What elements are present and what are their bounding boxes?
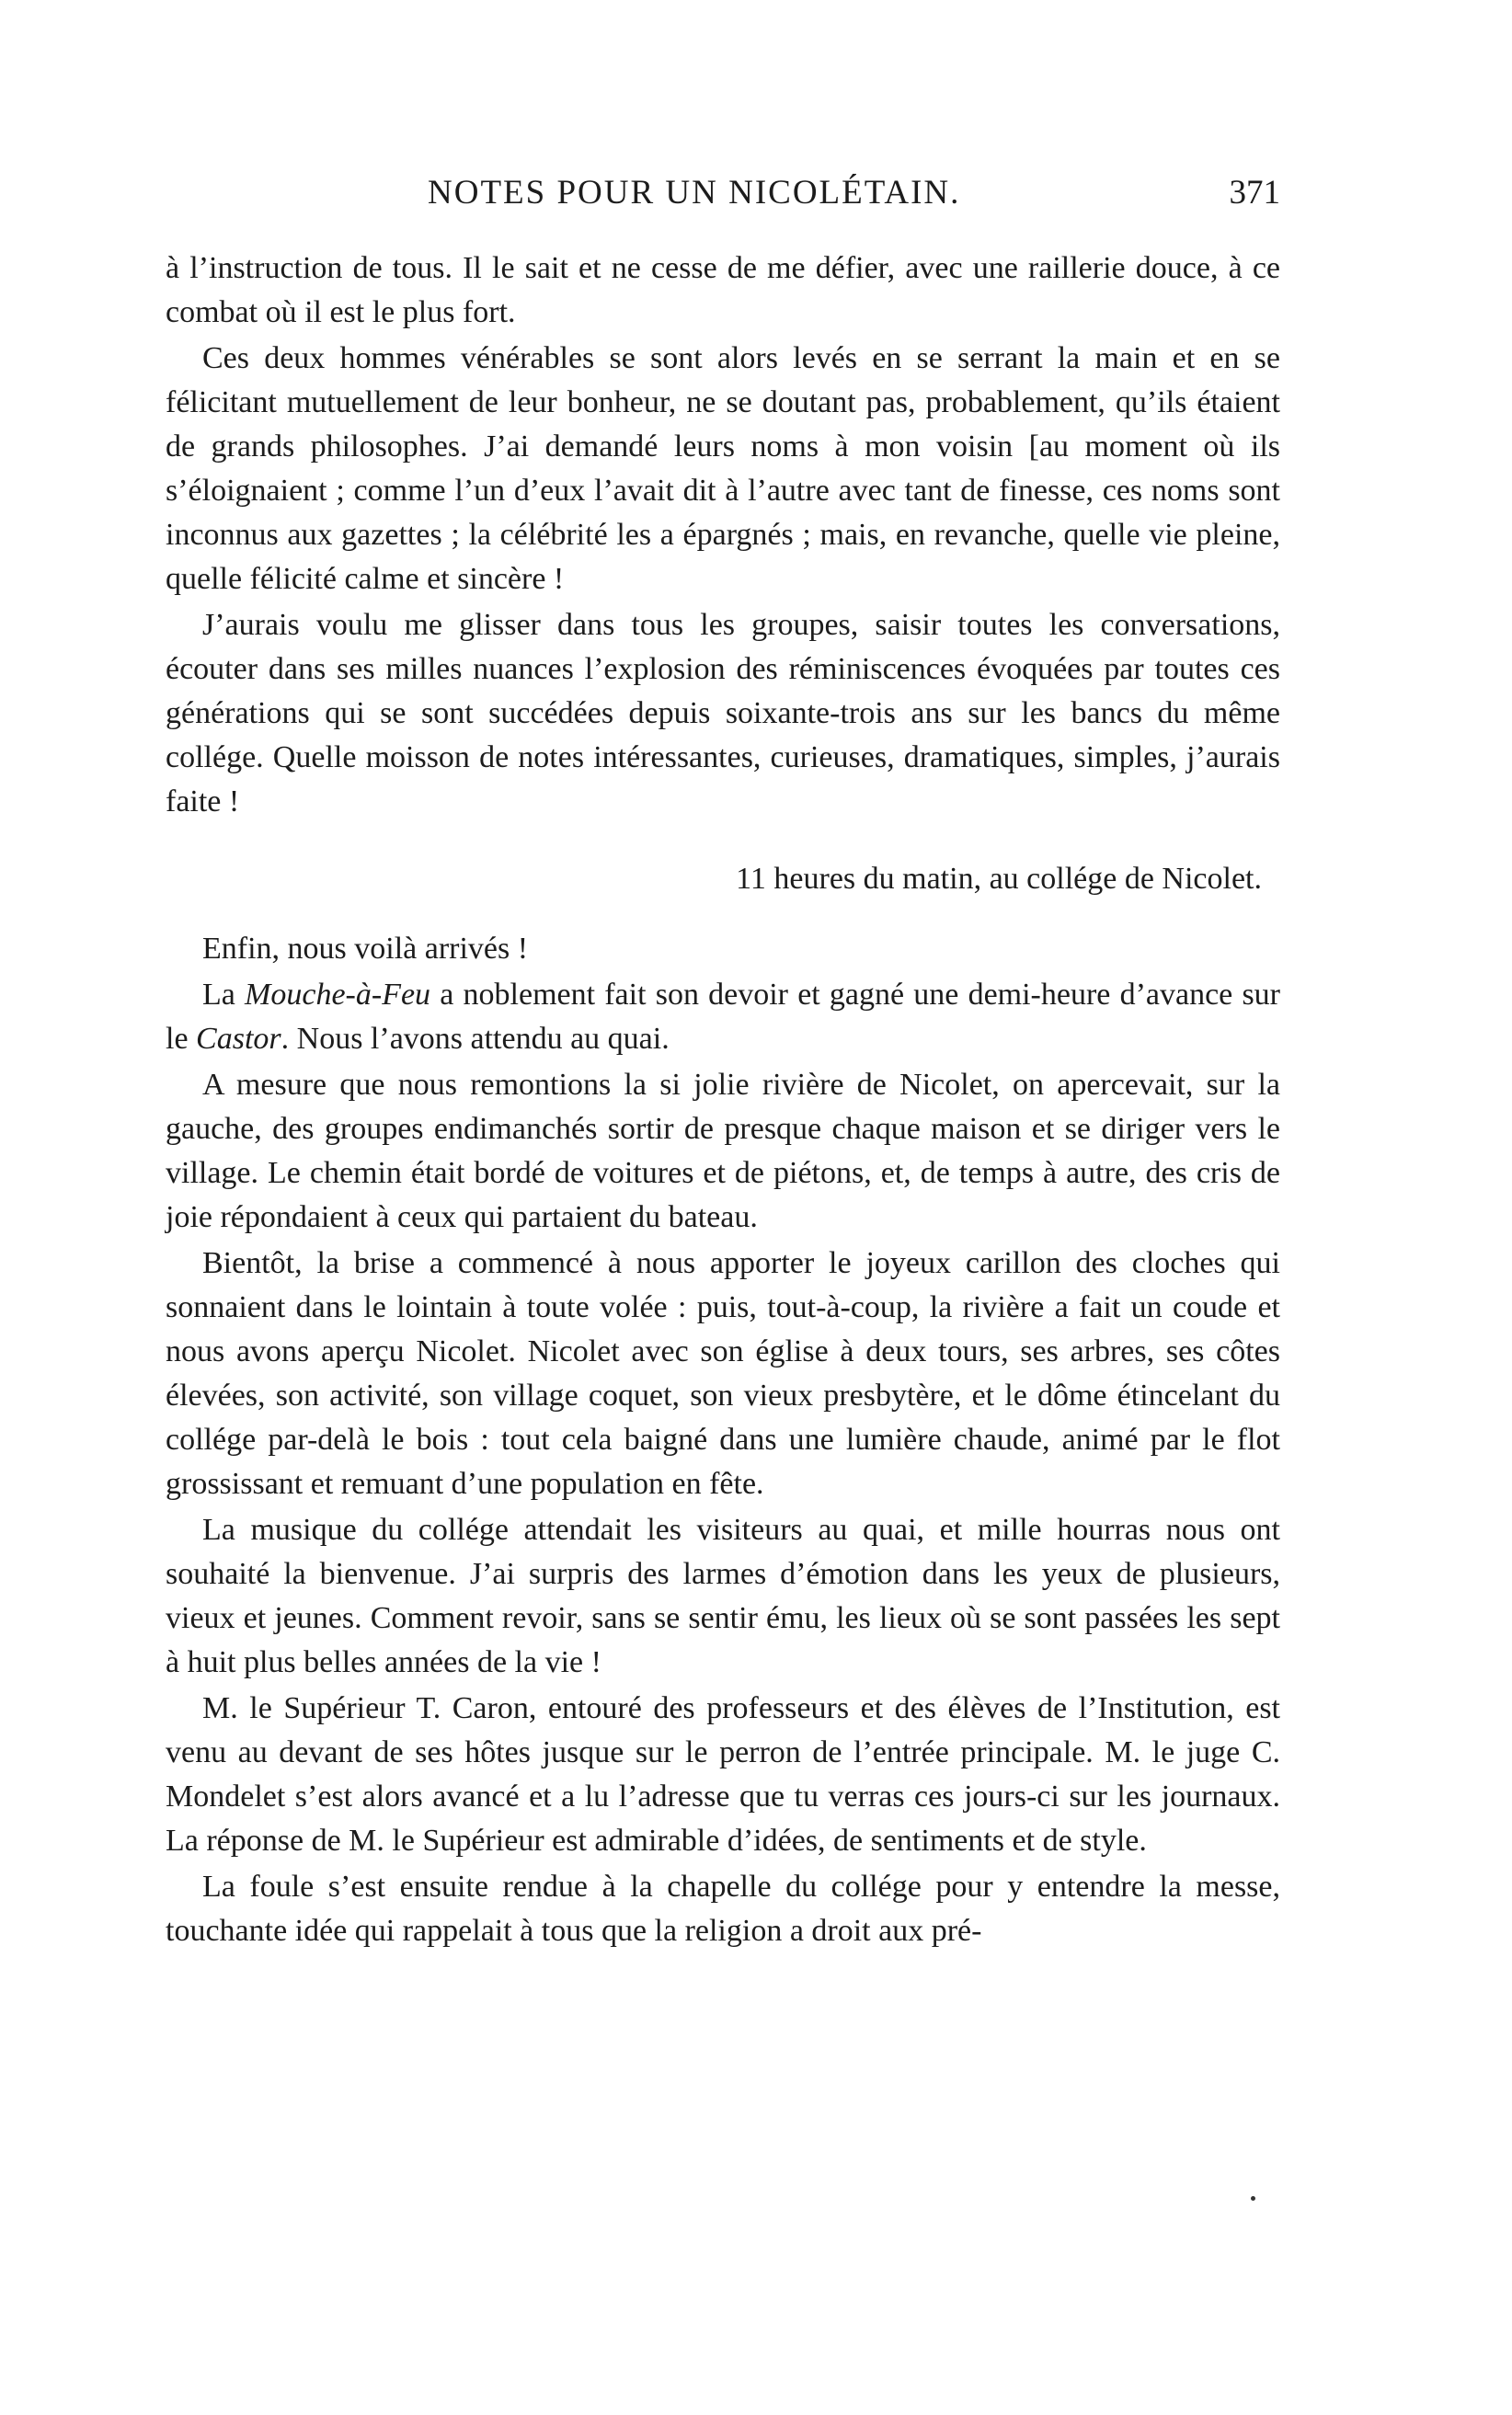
paragraph-arrived: Enfin, nous voilà arrivés !: [202, 932, 529, 966]
running-title: NOTES POUR UN NICOLÉTAIN.: [428, 174, 961, 212]
paragraph-philosophers: Ces deux hommes vénérables se sont alors levés en se serrant la main et en se félicitant mutuellement de leur bonheur, ne se doutant pas, probablement, qu’ils étaient de grands philosophes. J’ai demandé leurs noms à mon voisin [au moment où ils s’éloignaient ; comme l’un d’eux l’avait dit à l’autre avec tant de finesse, ces noms sont inconnus aux gazettes ; la célébrité les a épargnés ; mais, en revanche, quelle vie pleine, quelle félicité calme et sincère !: [166, 341, 1280, 596]
page-number: 371: [1229, 174, 1280, 212]
paragraph-bells: Bientôt, la brise a commencé à nous apporter le joyeux carillon des cloches qui sonnaient dans le lointain à toute volée : puis, tout-à-coup, la rivière a fait un coude et nous avons aperçu Nicolet. Nicolet avec son église à deux tours, ses arbres, ses côtes élevées, son activité, son village coquet, son vieux presbytère, et le dôme étincelant du collége par-delà le bois : tout cela baigné dans une lumière chaude, animé par le flot grossissant et remuant d’une population en fête.: [166, 1246, 1280, 1501]
ships-text-end: . Nous l’avons attendu au quai.: [281, 1022, 670, 1056]
ship-name-mouche-a-feu: Mouche-à-Feu: [245, 978, 431, 1012]
paragraph-ships: [166, 973, 1280, 1061]
printer-mark: [1251, 2196, 1255, 2201]
paragraph-music: La musique du collége attendait les visiteurs au quai, et mille hourras nous ont souhaité la bienvenue. J’ai surpris des larmes d’émotion dans les yeux de plusieurs, vieux et jeunes. Comment revoir, sans se sentir ému, les lieux où se sont passées les sept à huit plus belles années de la vie !: [166, 1513, 1280, 1679]
ships-text-middle: a noblement fait son devoir et gagné une demi-heure d’avance sur le: [166, 978, 1280, 1056]
paragraph-river: A mesure que nous remontions la si jolie rivière de Nicolet, on apercevait, sur la gauche, des groupes endimanchés sortir de presque chaque maison et se diriger vers le village. Le chemin était bordé de voitures et de piétons, et, de temps à autre, des cris de joie répondaient à ceux qui partaient du bateau.: [166, 1068, 1280, 1234]
ships-text-start: La: [202, 978, 246, 1012]
paragraph-continued: à l’instruction de tous. Il le sait et ne cesse de me défier, avec une raillerie douce, à ce combat où il est le plus fort.: [166, 251, 1280, 329]
body-text: [166, 246, 1280, 1953]
paragraph-conversations: J’aurais voulu me glisser dans tous les groupes, saisir toutes les conversations, écouter dans ses milles nuances l’explosion des réminiscences évoquées par toutes ces générations qui se sont succédées depuis soixante-trois ans sur les bancs du même collége. Quelle moisson de notes intéressantes, curieuses, dramatiques, simples, j’aurais faite !: [166, 608, 1280, 818]
paragraph-chapel: La foule s’est ensuite rendue à la chapelle du collége pour y entendre la messe, touchante idée qui rappelait à tous que la religion a droit aux pré-: [166, 1870, 1280, 1948]
running-head: [166, 173, 1280, 223]
ship-name-castor: Castor: [196, 1022, 281, 1056]
dateline: 11 heures du matin, au collége de Nicolet.: [736, 862, 1262, 896]
paragraph-superior: M. le Supérieur T. Caron, entouré des professeurs et des élèves de l’Institution, est venu au devant de ses hôtes jusque sur le perron de l’entrée principale. M. le juge C. Mondelet s’est alors avancé et a lu l’adresse que tu verras ces jours-ci sur les journaux. La réponse de M. le Supérieur est admirable d’idées, de sentiments et de style.: [166, 1691, 1280, 1858]
